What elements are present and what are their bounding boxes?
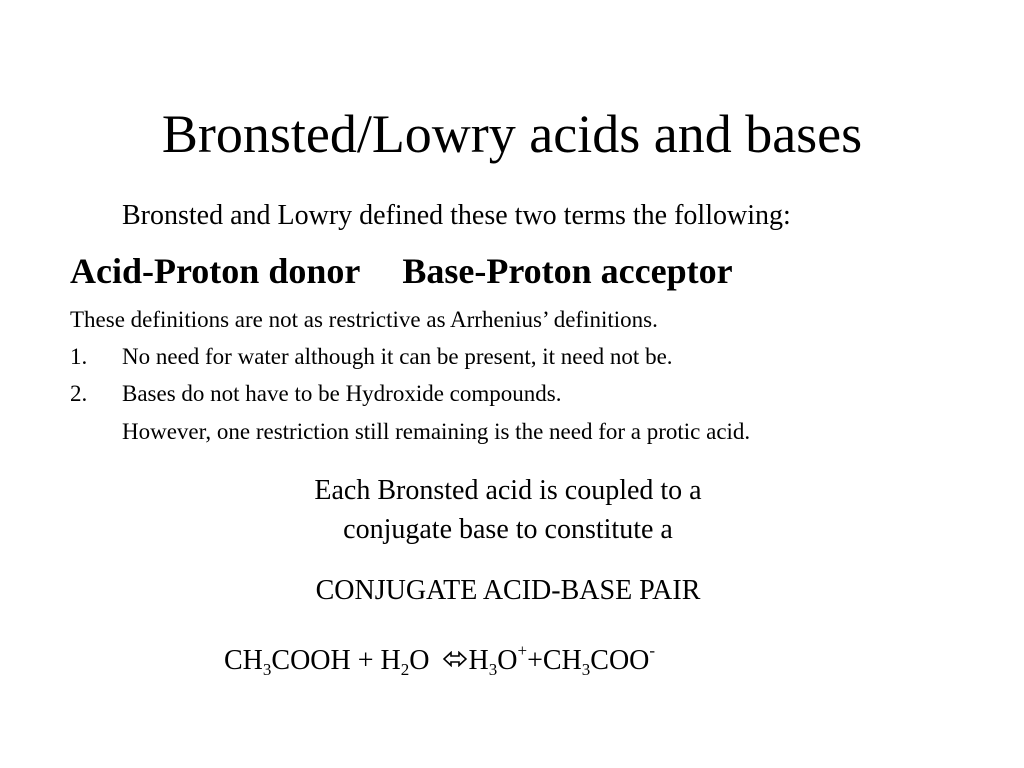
list-item <box>70 379 561 409</box>
coupled-line-1: Each Bronsted acid is coupled to a <box>314 475 702 506</box>
list-item-number: 2. <box>70 381 88 406</box>
product-hydronium <box>468 641 528 679</box>
superscript: + <box>517 641 528 660</box>
coupled-statement <box>0 471 1016 549</box>
coupled-line-2: conjugate base to constitute a <box>343 514 673 545</box>
formula-part: O <box>409 645 437 676</box>
formula-part: COO <box>590 645 650 676</box>
formula-part: H <box>380 645 401 676</box>
formula-part: H <box>468 645 489 676</box>
superscript: - <box>649 641 656 660</box>
chemical-equation <box>224 642 655 680</box>
restriction-text: However, one restriction still remaining is the need for a protic acid. <box>122 419 751 444</box>
definitions-line <box>70 248 733 294</box>
formula-part: COOH <box>271 645 351 676</box>
intro-text: Bronsted and Lowry defined these two terms the following: <box>122 200 791 231</box>
double-arrow-icon <box>443 651 467 667</box>
plus-sign: + <box>350 645 381 676</box>
plus-sign: + <box>527 645 543 676</box>
subscript: 3 <box>581 660 591 679</box>
list-item-text: No need for water although it can be present, it need not be. <box>122 344 673 369</box>
subscript: 3 <box>262 660 272 679</box>
formula-part: CH <box>542 645 582 676</box>
formula-part: CH <box>224 645 263 676</box>
base-definition: Base-Proton acceptor <box>402 251 733 291</box>
formula-part: O <box>497 645 518 676</box>
pair-heading: CONJUGATE ACID-BASE PAIR <box>315 575 701 606</box>
list-item <box>70 342 673 372</box>
product-acetate <box>542 641 656 679</box>
definitions-note: These definitions are not as restrictive as Arrhenius’ definitions. <box>70 307 658 332</box>
slide-title: Bronsted/Lowry acids and bases <box>161 104 863 164</box>
acid-definition: Acid-Proton donor <box>70 251 361 291</box>
list-item-number: 1. <box>70 344 88 369</box>
reactant-water <box>380 645 437 679</box>
subscript: 2 <box>400 660 410 679</box>
subscript: 3 <box>488 660 498 679</box>
reactant-acetic-acid <box>224 645 351 679</box>
list-item-text: Bases do not have to be Hydroxide compounds. <box>122 381 562 406</box>
